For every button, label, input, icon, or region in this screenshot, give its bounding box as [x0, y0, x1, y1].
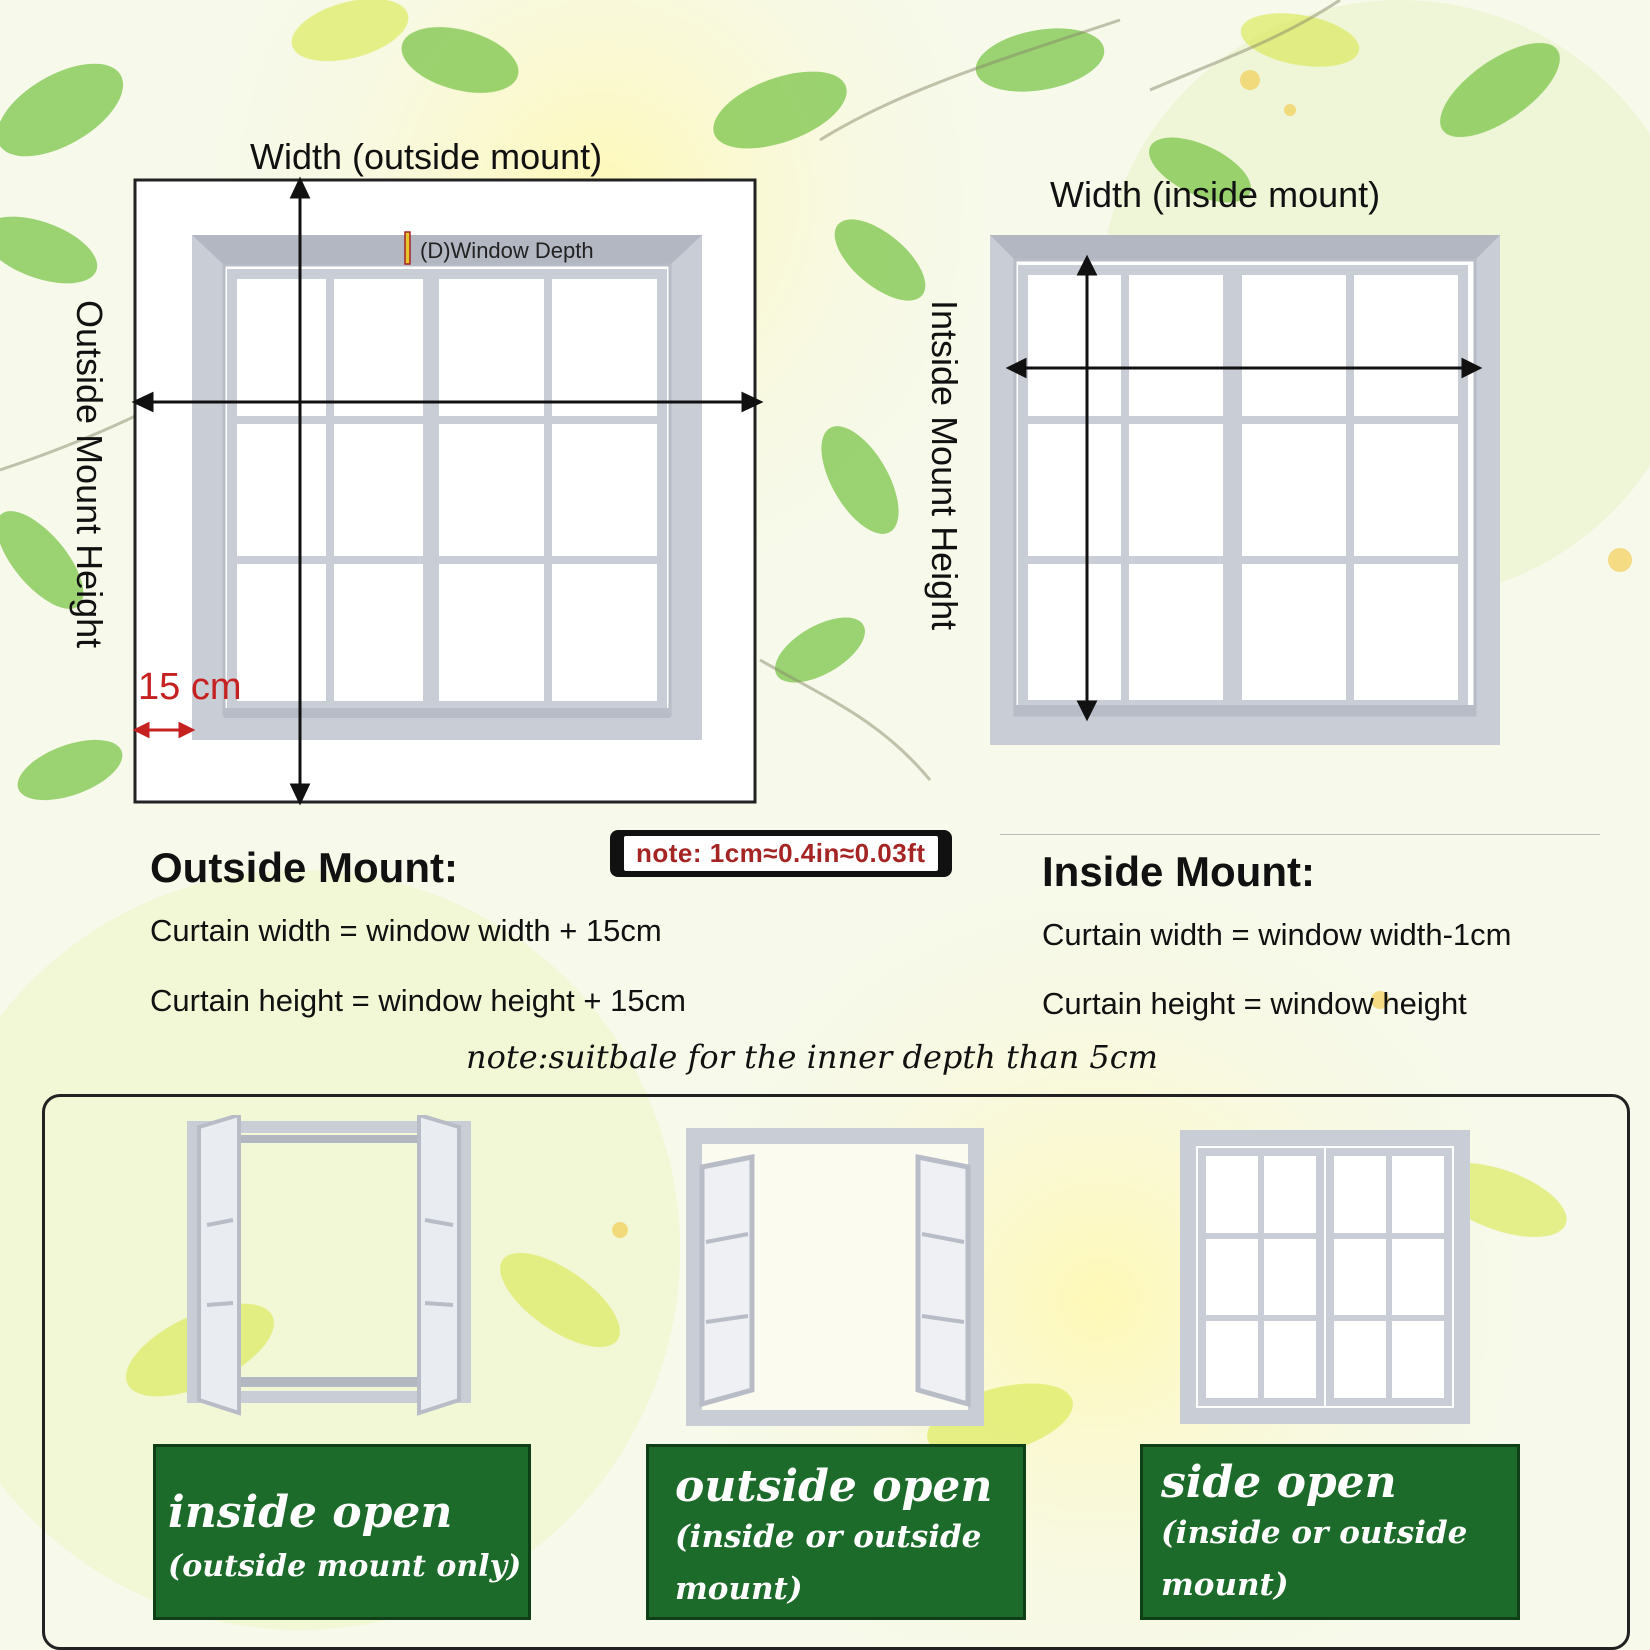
inside-height-label: Intside Mount Height — [924, 300, 965, 631]
depth-note: note:suitbale for the inner depth than 5cm — [466, 1038, 1158, 1076]
inside-open-window-illustration — [185, 1115, 475, 1425]
inside-width-label: Width (inside mount) — [1050, 174, 1381, 215]
card-outside-open-title: outside open — [675, 1461, 993, 1512]
window-depth-label: (D)Window Depth — [420, 238, 594, 263]
card-outside-open-subtitle-1: (inside or outside — [675, 1519, 982, 1555]
section-divider — [1000, 834, 1600, 835]
inside-width-formula: Curtain width = window width-1cm — [1042, 917, 1512, 952]
inside-mount-title: Inside Mount: — [1042, 848, 1315, 895]
outside-mount-diagram — [120, 170, 770, 820]
card-outside-open-subtitle-2: mount) — [675, 1571, 803, 1607]
card-inside-open-title: inside open — [168, 1487, 453, 1538]
outside-height-label: Outside Mount Height — [69, 300, 110, 649]
inside-height-formula: Curtain height = window height — [1042, 986, 1467, 1021]
outside-height-formula: Curtain height = window height + 15cm — [150, 983, 686, 1018]
inside-mount-diagram — [985, 230, 1505, 750]
margin-label: 15 cm — [138, 666, 242, 708]
card-side-open — [1140, 1444, 1520, 1620]
card-side-open-subtitle-2: mount) — [1161, 1567, 1289, 1603]
window-frame — [990, 235, 1500, 745]
card-outside-open — [646, 1444, 1026, 1620]
card-side-open-subtitle-1: (inside or outside — [1161, 1515, 1468, 1551]
window-frame — [192, 235, 702, 740]
outside-mount-title: Outside Mount: — [150, 844, 458, 891]
card-inside-open-subtitle: (outside mount only) — [168, 1549, 522, 1584]
outside-width-formula: Curtain width = window width + 15cm — [150, 913, 662, 948]
card-inside-open — [153, 1444, 531, 1620]
conversion-note — [610, 830, 952, 877]
card-side-open-title: side open — [1161, 1457, 1397, 1508]
outside-width-label: Width (outside mount) — [250, 136, 603, 177]
outside-open-window-illustration — [680, 1122, 990, 1432]
conversion-note-text: note: 1cm≈0.4in≈0.03ft — [624, 836, 938, 871]
side-open-window-illustration — [1176, 1126, 1474, 1428]
